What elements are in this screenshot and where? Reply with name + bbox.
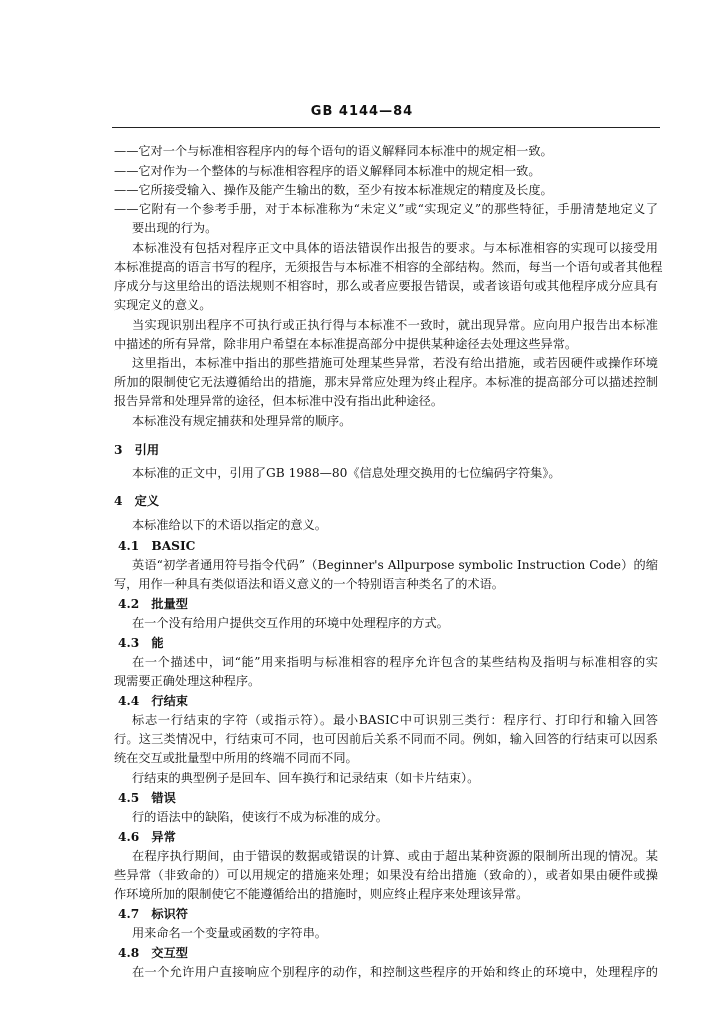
list-item: ——它附有一个参考手册，对于本标准称为“未定义”或“实现定义”的那些特征，手册清楚地定义了 [114,202,659,216]
paragraph-line: 要出现的行为。 [132,221,218,235]
paragraph-line: 标志一行结束的字符（或指示符）。最小BASIC中可识别三类行：程序行、打印行和输入回答 [132,713,658,727]
paragraph-line: 本标准没有包括对程序正文中具体的语法错误作出报告的要求。与本标准相容的实现可以接受用 [132,241,658,255]
term-heading: 4.2 批量型 [118,597,188,611]
term-heading: 4.4 行结束 [118,694,188,708]
paragraph-line: 在一个描述中，词“能”用来指明与标准相容的程序允许包含的某些结构及指明与标准相容的实 [132,655,658,669]
paragraph-line: 作环境所加的限制使它不能遵循给出的措施时，则应终止程序来处理该异常。 [114,887,529,901]
paragraph-line: 本标准提高的语言书写的程序，无须报告与本标准不相容的全部结构。然而，每当一个语句或者其他程 [114,260,663,274]
paragraph-line: 些异常（非致命的）可以用规定的措施来处理；如果没有给出措施（致命的），或者如果由硬件或操 [114,868,658,882]
header-rule [112,127,660,128]
section-heading: 4 定义 [114,494,160,508]
list-item: ——它对作为一个整体的与标准相容程序的语义解释同本标准中的规定相一致。 [114,164,541,178]
paragraph-line: 本标准的正文中，引用了GB 1988—80《信息处理交换用的七位编码字符集》。 [132,466,561,480]
paragraph-line: 现需要正确处理这种程序。 [114,674,261,688]
term-heading: 4.7 标识符 [118,907,188,921]
paragraph-line: 在一个允许用户直接响应个别程序的动作，和控制这些程序的开始和终止的环境中，处理程序的 [132,965,658,979]
paragraph-line: 本标准没有规定捕获和处理异常的顺序。 [132,414,352,428]
paragraph-line: 统在交互或批量型中所用的终端不同而不同。 [114,751,358,765]
paragraph-line: 在程序执行期间，由于错误的数据或错误的计算、或由于超出某种资源的限制所出现的情况。某 [132,849,658,863]
paragraph-line: 在一个没有给用户提供交互作用的环境中处理程序的方式。 [132,616,449,630]
paragraph-line: 报告异常和处理异常的途径，但本标准中没有指出此种途径。 [114,394,444,408]
paragraph-line: 中描述的所有异常，除非用户希望在本标准提高部分中提供某种途径去处理这些异常。 [114,337,578,351]
term-heading: 4.8 交互型 [118,946,188,960]
paragraph-line: 序成分与这里给出的语法规则不相容时，那么或者应要报告错误，或者该语句或其他程序成分应具有 [114,279,658,293]
list-item: ——它所接受输入、操作及能产生输出的数，至少有按本标准规定的精度及长度。 [114,183,553,197]
paragraph-line: 行的语法中的缺陷，使该行不成为标准的成分。 [132,810,388,824]
paragraph-line: 这里指出，本标准中指出的那些措施可处理某些异常，若没有给出措施，或若因硬件或操作环境 [132,356,658,370]
term-heading: 4.5 错误 [118,791,176,805]
paragraph-line: 所加的限制使它无法遵循给出的措施，那末异常应处理为终止程序。本标准的提高部分可以描述控制 [114,375,658,389]
paragraph-line: 实现定义的意义。 [114,298,212,312]
paragraph-line: 当实现识别出程序不可执行或正执行得与本标准不一致时，就出现异常。应向用户报告出本标准 [132,318,658,332]
paragraph-line: 行结束的典型例子是回车、回车换行和记录结束（如卡片结束）。 [132,771,480,785]
section-heading: 3 引用 [114,443,160,457]
list-item: ——它对一个与标准相容程序内的每个语句的语义解释同本标准中的规定相一致。 [114,144,553,158]
paragraph-line: 用来命名一个变量或函数的字符串。 [132,926,327,940]
paragraph-line: 行。这三类情况中，行结束可不同，也可因前后关系不同而不同。例如，输入回答的行结束可以因系 [114,732,658,746]
paragraph-line: 英语“初学者通用符号指令代码”（Beginner's Allpurpose symbolic Instruction Code）的缩 [132,558,658,572]
term-heading: 4.1 BASIC [118,539,196,553]
page-header: GB 4144—84 [310,104,414,119]
paragraph-line: 写，用作一种具有类似语法和语义意义的一个特别语言种类名了的术语。 [114,577,504,591]
term-heading: 4.3 能 [118,636,164,650]
paragraph-line: 本标准给以下的术语以指定的意义。 [132,518,327,532]
term-heading: 4.6 异常 [118,830,176,844]
